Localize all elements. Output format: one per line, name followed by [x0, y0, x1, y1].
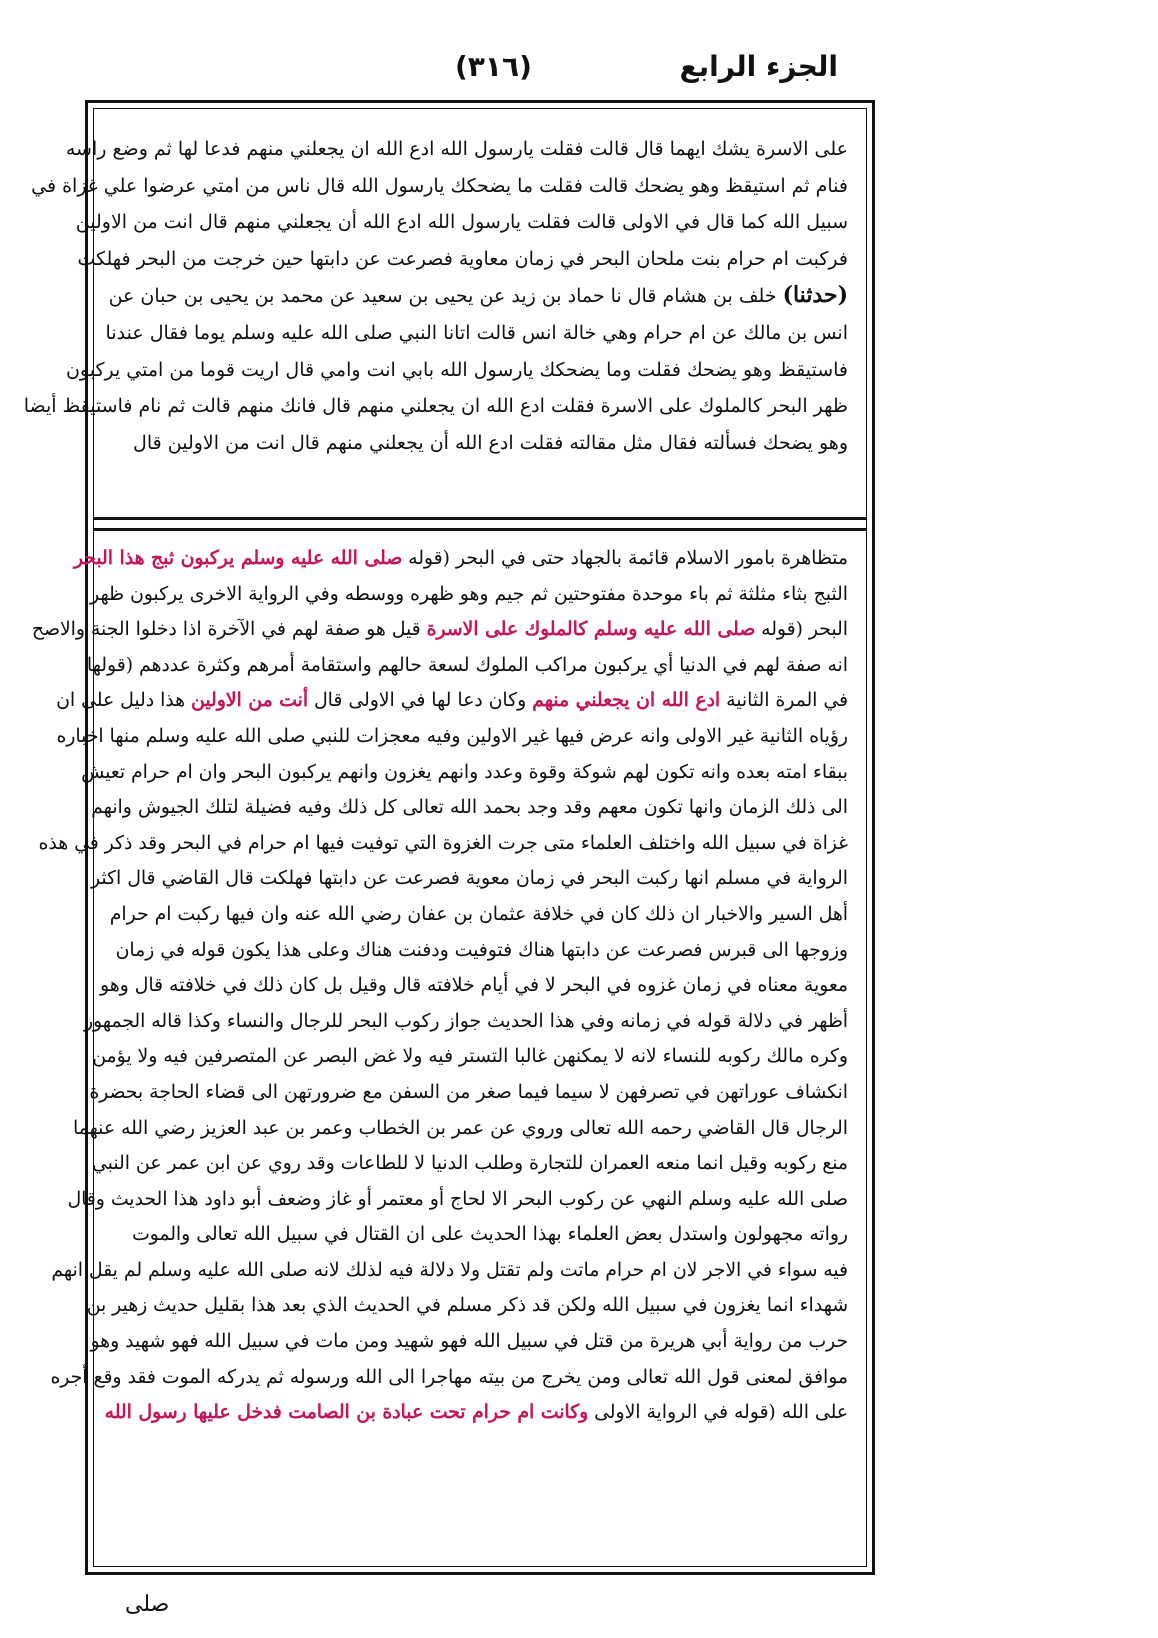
page-frame: [23, 100, 875, 1575]
commentary-text-line: رؤياه الثانية غير الاولى وانه عرض فيها غير الاولين وفيه معجزات للنبي صلى الله عليه وسلم منها اخباره: [56, 725, 848, 747]
commentary-text-line: وزوجها الى قبرس فصرعت عن دابتها هناك فتوفيت ودفنت هناك وعلى هذا يكون قوله في زمان: [115, 939, 848, 961]
commentary-text-line: ببقاء امته بعده وانه تكون لهم شوكة وقوة وعدد وانهم يغزون وانهم يركبون البحر وان ام حرام تعيش: [81, 761, 848, 783]
hadith-text-line: انس بن مالك عن ام حرام وهي خالة انس قالت اتانا النبي صلى الله عليه وسلم يوما فقال عندنا: [105, 321, 848, 344]
commentary-text-line: انكشاف عوراتهن في تصرفهن لا سيما فيما صغر من السفن مع ضرورتهن الى قضاء الحاجة بحضرة: [89, 1081, 848, 1103]
commentary-text-line: رواته مجهولون واستدل بعض العلماء بهذا الحديث على ان القتال في سبيل الله تعالى والموت: [131, 1224, 848, 1246]
commentary-text-line: أظهر في دلالة قوله في زمانه وفي هذا الحديث جواز ركوب البحر للرجال والنساء وكذا قاله الجمهور: [83, 1010, 848, 1032]
hadith-text-line: (حدثنا) خلف بن هشام قال نا حماد بن زيد عن يحيى بن سعيد عن محمد بن يحيى بن حبان عن: [108, 282, 848, 309]
commentary-text-line: الثبج بثاء مثلثة ثم باء موحدة مفتوحتين ثم جيم وهو ظهره ووسطه وفي الرواية الاخرى يركبون ظهر: [90, 583, 848, 605]
commentary-text-line: معوية معناه في زمان غزوه في البحر لا في أيام خلافته قال وقيل بل كان ذلك في خلافته قال وهو: [100, 975, 848, 997]
commentary-text-line: الرواية في مسلم انها ركبت البحر في زمان معوية فصرعت عن دابتها فهلكت قال القاضي قال اكثر: [91, 868, 848, 890]
commentary-text-line: انه صفة لهم في الدنيا أي يركبون مراكب الملوك لسعة حالهم واستقامة أمرهم وكثرة عددهم (قولها: [86, 654, 848, 676]
haddathana-marker: (حدثنا): [782, 282, 848, 309]
highlighted-phrase: أنت من الاولين: [191, 689, 309, 712]
highlighted-phrase: صلى الله عليه وسلم يركبون ثبج هذا البحر: [73, 547, 403, 569]
hadith-text-line: وهو يضحك فسألته فقال مثل مقالته فقلت ادع الله أن يجعلني منهم قال انت من الاولين قال: [133, 431, 848, 454]
section-divider: [94, 517, 866, 531]
commentary-text-line: البحر (قوله صلى الله عليه وسلم كالملوك على الاسرة قيل هو صفة لهم في الآخرة اذا دخلوا الجنة والاصح: [31, 618, 848, 641]
commentary-text-line: الى ذلك الزمان وانها تكون معهم وقد وجد بحمد الله تعالى كل ذلك وفيه فضيلة لتلك الجيوش وانهم: [91, 797, 848, 819]
page-frame-inner: [23, 108, 867, 1567]
commentary-text-line: منع ركوبه وقيل انما منعه العمران للتجارة وطلب الدنيا لا للطاعات وقد روي عن ابن عمر عن النبي: [92, 1153, 848, 1175]
commentary-text-line: الرجال قال القاضي رحمه الله تعالى وروي عن عمر بن الخطاب وعمر بن عبد العزيز رضي الله عنهما: [72, 1117, 848, 1139]
part-title: الجزء الرابع: [679, 50, 838, 83]
commentary-text-line: أهل السير والاخبار ان ذلك كان في خلافة عثمان بن عفان رضي الله عنه وان فيها ركبت ام حرام: [109, 903, 848, 925]
page-number: (٣١٦): [455, 50, 532, 83]
hadith-text-line: على الاسرة يشك ايهما قال قالت فقلت يارسول الله ادع الله ان يجعلني منهم فدعا لها ثم وضع راسه: [65, 138, 848, 160]
commentary-text-line: غزاة في سبيل الله واختلف العلماء متى جرت الغزوة التي توفيت فيها ام حرام في البحر وقد ذكر في هذه: [38, 832, 848, 854]
commentary-text-line: فيه سواء في الاجر لان ام حرام ماتت ولم تقتل ولا دلالة فيه لذلك لانه صلى الله عليه وسلم لم يقل انهم: [51, 1259, 848, 1281]
commentary-text-block: [31, 541, 848, 1431]
commentary-text-line: في المرة الثانية ادع الله ان يجعلني منهم وكان دعا لها في الاولى قال أنت من الاولين هذا دليل على ان: [56, 689, 848, 712]
highlighted-phrase: وكانت ام حرام تحت عبادة بن الصامت فدخل عليها رسول الله: [104, 1401, 589, 1424]
highlighted-phrase: ادع الله ان يجعلني منهم: [532, 689, 721, 712]
commentary-text-line: حرب من رواية أبي هريرة من قتل في سبيل الله فهو شهيد ومن مات في سبيل الله فهو شهيد وهو: [90, 1331, 848, 1353]
commentary-text-line: صلى الله عليه وسلم النهي عن ركوب البحر الا لحاج أو معتمر أو غاز وضعف أبو داود هذا الحديث وقال: [67, 1188, 848, 1210]
hadith-text-block: [23, 131, 848, 461]
commentary-text-line: وكره مالك ركوبه للنساء لانه لا يمكنهن غالبا التستر فيه ولا غض البصر عن المتصرفين فيه ولا يؤمن: [92, 1046, 848, 1068]
hadith-text-line: فركبت ام حرام بنت ملحان البحر في زمان معاوية فصرعت عن دابتها حين خرجت من البحر فهلكت: [77, 247, 848, 270]
commentary-text-line: على الله (قوله في الرواية الاولى وكانت ام حرام تحت عبادة بن الصامت فدخل عليها رسول الله: [104, 1401, 848, 1424]
catchword: صلى: [125, 1592, 170, 1617]
commentary-text-line: شهداء انما يغزون في سبيل الله ولكن قد ذكر مسلم في الحديث الذي بعد هذا بقليل حديث زهير بن: [86, 1295, 848, 1317]
hadith-text-line: سبيل الله كما قال في الاولى قالت فقلت يارسول الله ادع الله أن يجعلني منهم قال انت من الاولين: [75, 211, 848, 234]
highlighted-phrase: صلى الله عليه وسلم كالملوك على الاسرة: [426, 618, 756, 641]
hadith-text-line: فاستيقظ وهو يضحك فقلت وما يضحكك يارسول الله بابي انت وامي قال اريت قوما من امتي يركبون: [65, 358, 848, 381]
hadith-text-line: ظهر البحر كالملوك على الاسرة فقلت ادع الله ان يجعلني منهم قال فانك منهم قالت ثم نام فاستيقظ أيضا: [23, 395, 848, 418]
commentary-text-line: متظاهرة بامور الاسلام قائمة بالجهاد حتى في البحر (قوله صلى الله عليه وسلم يركبون ثبج هذا البحر: [73, 547, 848, 569]
hadith-text-line: فنام ثم استيقظ وهو يضحك قالت فقلت ما يضحكك يارسول الله قال ناس من امتي عرضوا علي غزاة في: [31, 174, 848, 197]
commentary-text-line: موافق لمعنى قول الله تعالى ومن يخرج من بيته مهاجرا الى الله ورسوله ثم يدركه الموت فقد وقع أجره: [50, 1366, 848, 1388]
